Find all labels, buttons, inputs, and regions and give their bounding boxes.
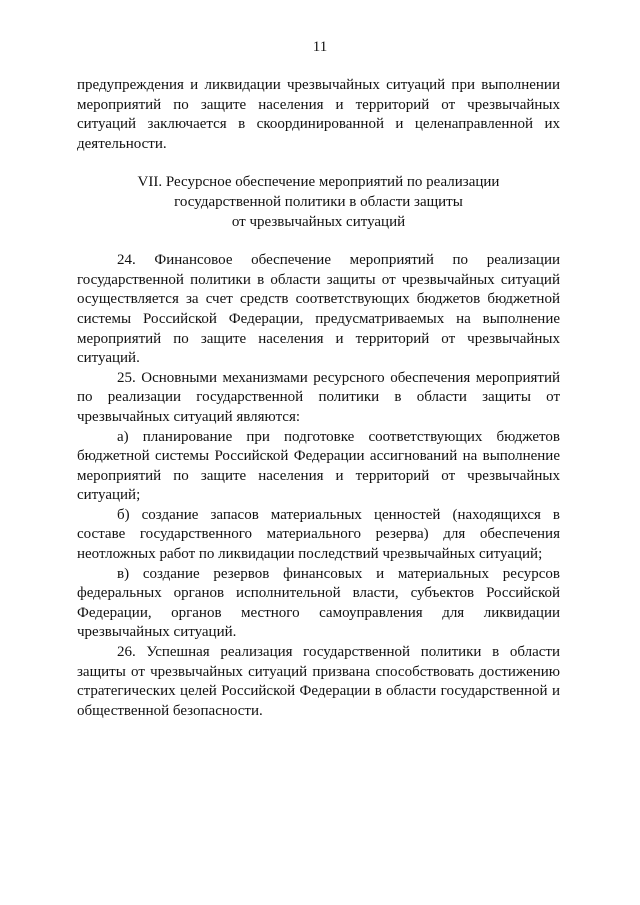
paragraph-25-c: в) создание резервов финансовых и материальных ресурсов федеральных органов исполнительной власти, субъектов Российской Федерации, органов местного самоуправления для ликвидации чрезвычайных ситуаций.: [77, 565, 560, 641]
section-heading-line-3: от чрезвычайных ситуаций: [231, 213, 406, 230]
paragraph-intro: предупреждения и ликвидации чрезвычайных ситуаций при выполнении мероприятий по защите населения и территорий от чрезвычайных ситуаций заключается в скоординированной и целенаправленной их деятельности.: [77, 77, 560, 152]
paragraph-24: 24. Финансовое обеспечение мероприятий по реализации государственной политики в области защиты от чрезвычайных ситуаций осуществляется за счет средств соответствующих бюджетов бюджетной системы Российской Федерации, предусматриваемых на выполнение мероприятий по защите населения и территорий от чрезвычайных ситуаций.: [77, 252, 560, 367]
paragraph-25-a: а) планирование при подготовке соответствующих бюджетов бюджетной системы Российской Федерации ассигнований на выполнение мероприятий по защите населения и территорий от чрезвычайных ситуаций;: [77, 428, 560, 504]
paragraph-26: 26. Успешная реализация государственной политики в области защиты от чрезвычайных ситуаций призвана способствовать достижению стратегических целей Российской Федерации в области государственной и общественной безопасности.: [77, 644, 560, 719]
page-number: 11: [312, 39, 328, 55]
section-heading-line-2: государственной политики в области защиты: [174, 193, 463, 210]
section-heading: [77, 173, 560, 232]
document-body: [77, 76, 560, 721]
paragraph-25: 25. Основными механизмами ресурсного обеспечения мероприятий по реализации государственной политики в области защиты от чрезвычайных ситуаций являются:: [77, 369, 560, 425]
section-heading-line-1: VII. Ресурсное обеспечение мероприятий по реализации: [137, 174, 500, 191]
paragraph-25-b: б) создание запасов материальных ценностей (находящихся в составе государственного материального резерва) для обеспечения неотложных работ по ликвидации последствий чрезвычайных ситуаций;: [77, 506, 560, 563]
